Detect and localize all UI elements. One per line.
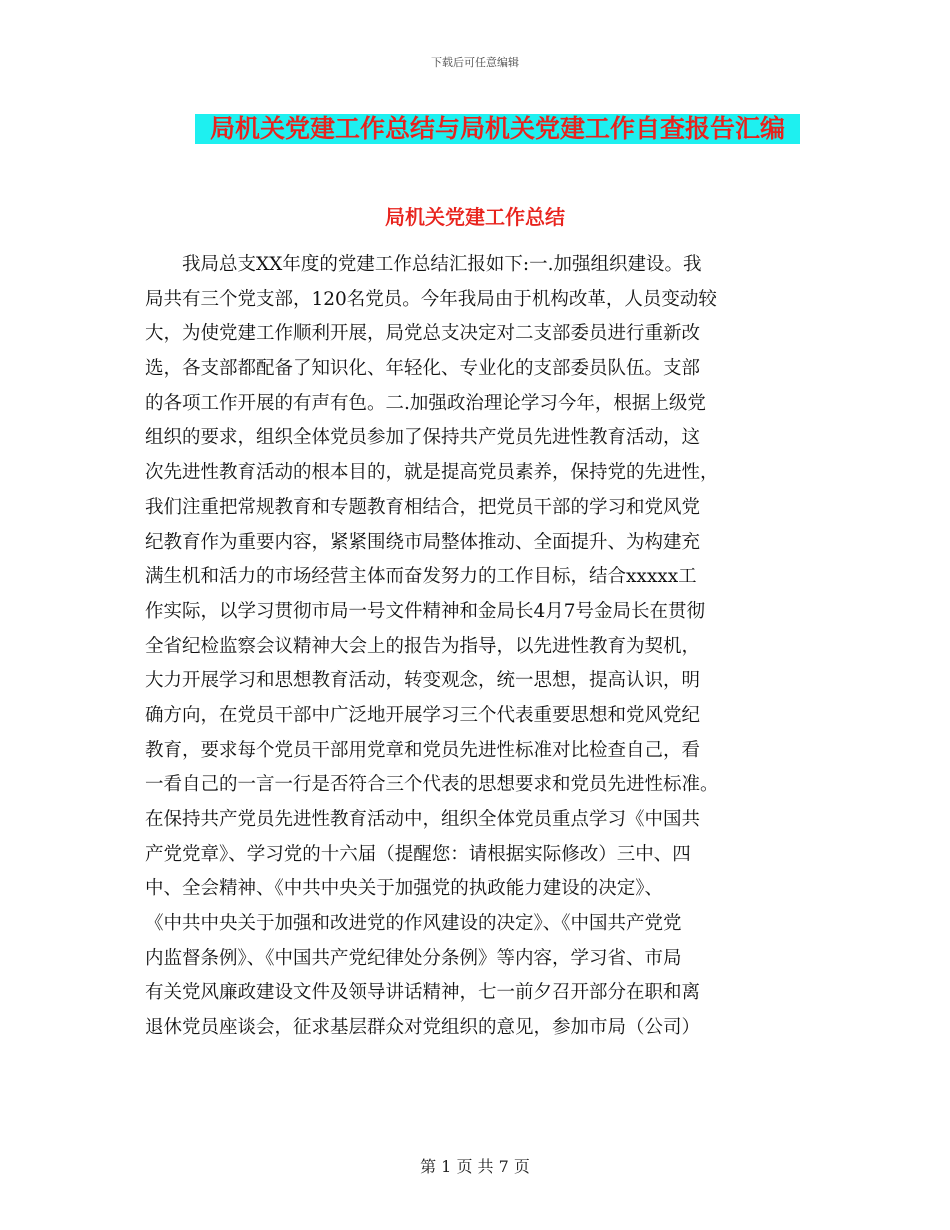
- document-title-highlight: [195, 114, 800, 144]
- body-text: [145, 248, 810, 1046]
- body-line: 满生机和活力的市场经营主体而奋发努力的工作目标，结合xxxxx工: [145, 566, 697, 588]
- page-number-footer: 第 1 页 共 7 页: [420, 1157, 530, 1176]
- body-line: 产党党章》、学习党的十六届（提醒您：请根据实际修改）三中、四: [145, 843, 691, 865]
- body-line: 局共有三个党支部，120名党员。今年我局由于机构改革，人员变动较: [145, 288, 717, 310]
- body-line: 在保持共产党员先进性教育活动中，组织全体党员重点学习《中国共: [145, 809, 701, 830]
- body-line: 有关党风廉政建设文件及领导讲话精神，七一前夕召开部分在职和离: [145, 982, 701, 1004]
- body-line: 作实际，以学习贯彻市局一号文件精神和金局长4月7号金局长在贯彻: [145, 600, 706, 622]
- body-line: 一看自己的一言一行是否符合三个代表的思想要求和党员先进性标准。: [145, 774, 719, 796]
- body-line: 《中共中央关于加强和改进党的作风建设的决定》、《中国共产党党: [145, 913, 682, 935]
- body-line: 纪教育作为重要内容，紧紧围绕市局整体推动、全面提升、为构建充: [145, 531, 701, 553]
- body-line: 内监督条例》、《中国共产党纪律处分条例》等内容，学习省、市局: [145, 947, 682, 969]
- body-line: 次先进性教育活动的根本目的，就是提高党员素养，保持党的先进性，: [145, 462, 719, 484]
- body-line: 大力开展学习和思想教育活动，转变观念，统一思想，提高认识，明: [145, 670, 701, 692]
- body-line: 教育，要求每个党员干部用党章和党员先进性标准对比检查自己，看: [145, 739, 701, 761]
- body-line: 中、全会精神、《中共中央关于加强党的执政能力建设的决定》、: [145, 878, 664, 900]
- body-line: 全省纪检监察会议精神大会上的报告为指导，以先进性教育为契机，: [145, 635, 701, 657]
- section-title: 局机关党建工作总结: [385, 205, 565, 229]
- page-header-note: 下载后可任意编辑: [431, 56, 519, 69]
- body-line: 组织的要求，组织全体党员参加了保持共产党员先进性教育活动，这: [145, 427, 701, 449]
- document-title: 局机关党建工作总结与局机关党建工作自查报告汇编: [209, 114, 785, 143]
- body-line: 大，为使党建工作顺利开展，局党总支决定对二支部委员进行重新改: [145, 323, 701, 345]
- body-line: 确方向，在党员干部中广泛地开展学习三个代表重要思想和党风党纪: [145, 704, 701, 726]
- body-line: 选，各支部都配备了知识化、年轻化、专业化的支部委员队伍。支部: [145, 358, 701, 380]
- body-line: 退休党员座谈会，征求基层群众对党组织的意见，参加市局（公司）: [145, 1017, 701, 1039]
- body-line: 我局总支XX年度的党建工作总结汇报如下:一.加强组织建设。我: [182, 254, 702, 275]
- body-line: 我们注重把常规教育和专题教育相结合，把党员干部的学习和党风党: [145, 496, 701, 518]
- body-line: 的各项工作开展的有声有色。二.加强政治理论学习今年，根据上级党: [145, 392, 706, 414]
